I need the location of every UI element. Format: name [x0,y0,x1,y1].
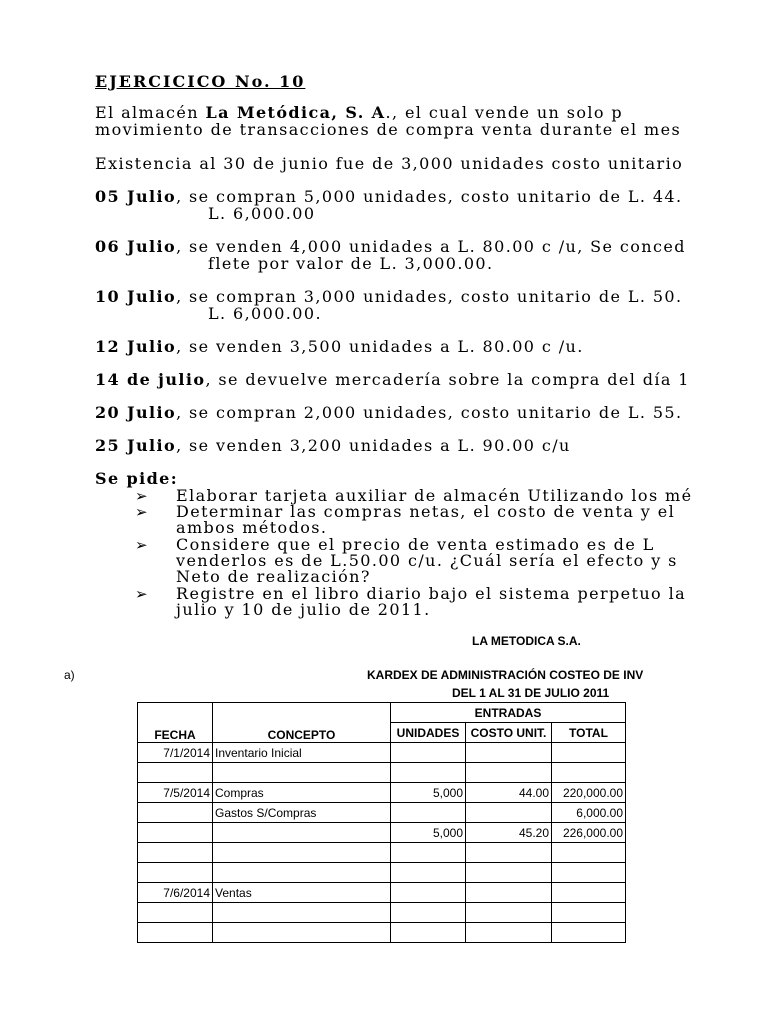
exercise-title: EJERCICICO No. 10 [95,72,306,91]
bullet-1-line-1: Elaborar tarjeta auxiliar de almacén Utilizando los mé [176,486,693,505]
item-0506-cont: flete por valor de L. 3,000.00. [208,254,494,273]
item-0510 [95,288,682,305]
col-unidades: UNIDADES [391,723,466,743]
part-label: a) [64,668,75,682]
item-text: , se compran 5,000 unidades, costo unitario de L. 44. [176,187,683,206]
table-row: Gastos S/Compras 6,000.00 [138,803,626,823]
table-row: 7/6/2014 Ventas [138,883,626,903]
item-0506 [95,238,686,255]
kardex-table [137,702,626,943]
item-text: , se venden 3,500 unidades a L. 80.00 c /u. [176,337,584,356]
item-0510-cont: L. 6,000.00. [208,304,322,323]
kardex-period: DEL 1 AL 31 DE JULIO 2011 [452,686,610,700]
intro-line-2: movimiento de transacciones de compra venta durante el mes [95,120,682,139]
bullet-2-line-2: ambos métodos. [176,518,328,537]
se-pide-heading: Se pide: [95,469,179,488]
item-text: , se venden 4,000 unidades a L. 80.00 c /u, Se conced [176,237,686,256]
item-0505 [95,188,682,205]
arrow-bullet-icon: ➢ [135,536,148,554]
item-date: 10 Julio [95,287,177,306]
item-0505-cont: L. 6,000.00 [208,204,316,223]
col-concepto: CONCEPTO [213,703,391,743]
table-row [138,863,626,883]
col-costo-unit: COSTO UNIT. [466,723,552,743]
item-text: , se venden 3,200 unidades a L. 90.00 c/u [176,436,571,455]
table-row: 7/5/2014 Compras 5,000 44.00 220,000.00 [138,783,626,803]
item-date: 12 Julio [95,337,177,356]
item-date: 14 de julio [95,370,206,389]
kardex-title: KARDEX DE ADMINISTRACIÓN COSTEO DE INV [367,668,644,682]
intro-text: El almacén [95,103,206,122]
intro-line-1 [95,104,623,121]
bullet-4-line-1: Registre en el libro diario bajo el sistema perpetuo la [176,584,687,603]
item-text: , se compran 2,000 unidades, costo unitario de L. 55. [176,403,683,422]
item-date: 20 Julio [95,403,177,422]
item-0525 [95,437,571,454]
item-date: 25 Julio [95,436,177,455]
table-row: 7/1/2014 Inventario Inicial [138,743,626,763]
item-date: 06 Julio [95,237,177,256]
bullet-3-line-2: venderlos es de L.50.00 c/u. ¿Cuál sería el efecto y s [176,551,678,570]
arrow-bullet-icon: ➢ [135,503,148,521]
table-row: 5,000 45.20 226,000.00 [138,823,626,843]
kardex-company: LA METODICA S.A. [472,634,581,648]
table-header-row [138,703,626,723]
table-row [138,903,626,923]
intro-text-tail: ., el cual vende un solo p [385,103,624,122]
bullet-4-line-2: julio y 10 de julio de 2011. [176,600,431,619]
bullet-2-line-1: Determinar las compras netas, el costo de venta y el [176,502,676,521]
bullet-3-line-1: Considere que el precio de venta estimado es de L [176,535,655,554]
arrow-bullet-icon: ➢ [135,487,148,505]
company-name: La Metódica, S. A [205,103,386,122]
item-0520 [95,404,682,421]
table-row [138,923,626,943]
item-text: , se devuelve mercadería sobre la compra del día 1 [205,370,690,389]
table-row [138,843,626,863]
item-text: , se compran 3,000 unidades, costo unitario de L. 50. [176,287,683,306]
item-0514 [95,371,690,388]
arrow-bullet-icon: ➢ [135,585,148,603]
existence-line: Existencia al 30 de junio fue de 3,000 unidades costo unitario [95,154,684,173]
bullet-3-line-3: Neto de realización? [176,567,371,586]
col-fecha: FECHA [138,703,213,743]
col-total: TOTAL [552,723,626,743]
item-0512 [95,338,584,355]
table-row [138,763,626,783]
entradas-header: ENTRADAS [391,703,626,723]
item-date: 05 Julio [95,187,177,206]
